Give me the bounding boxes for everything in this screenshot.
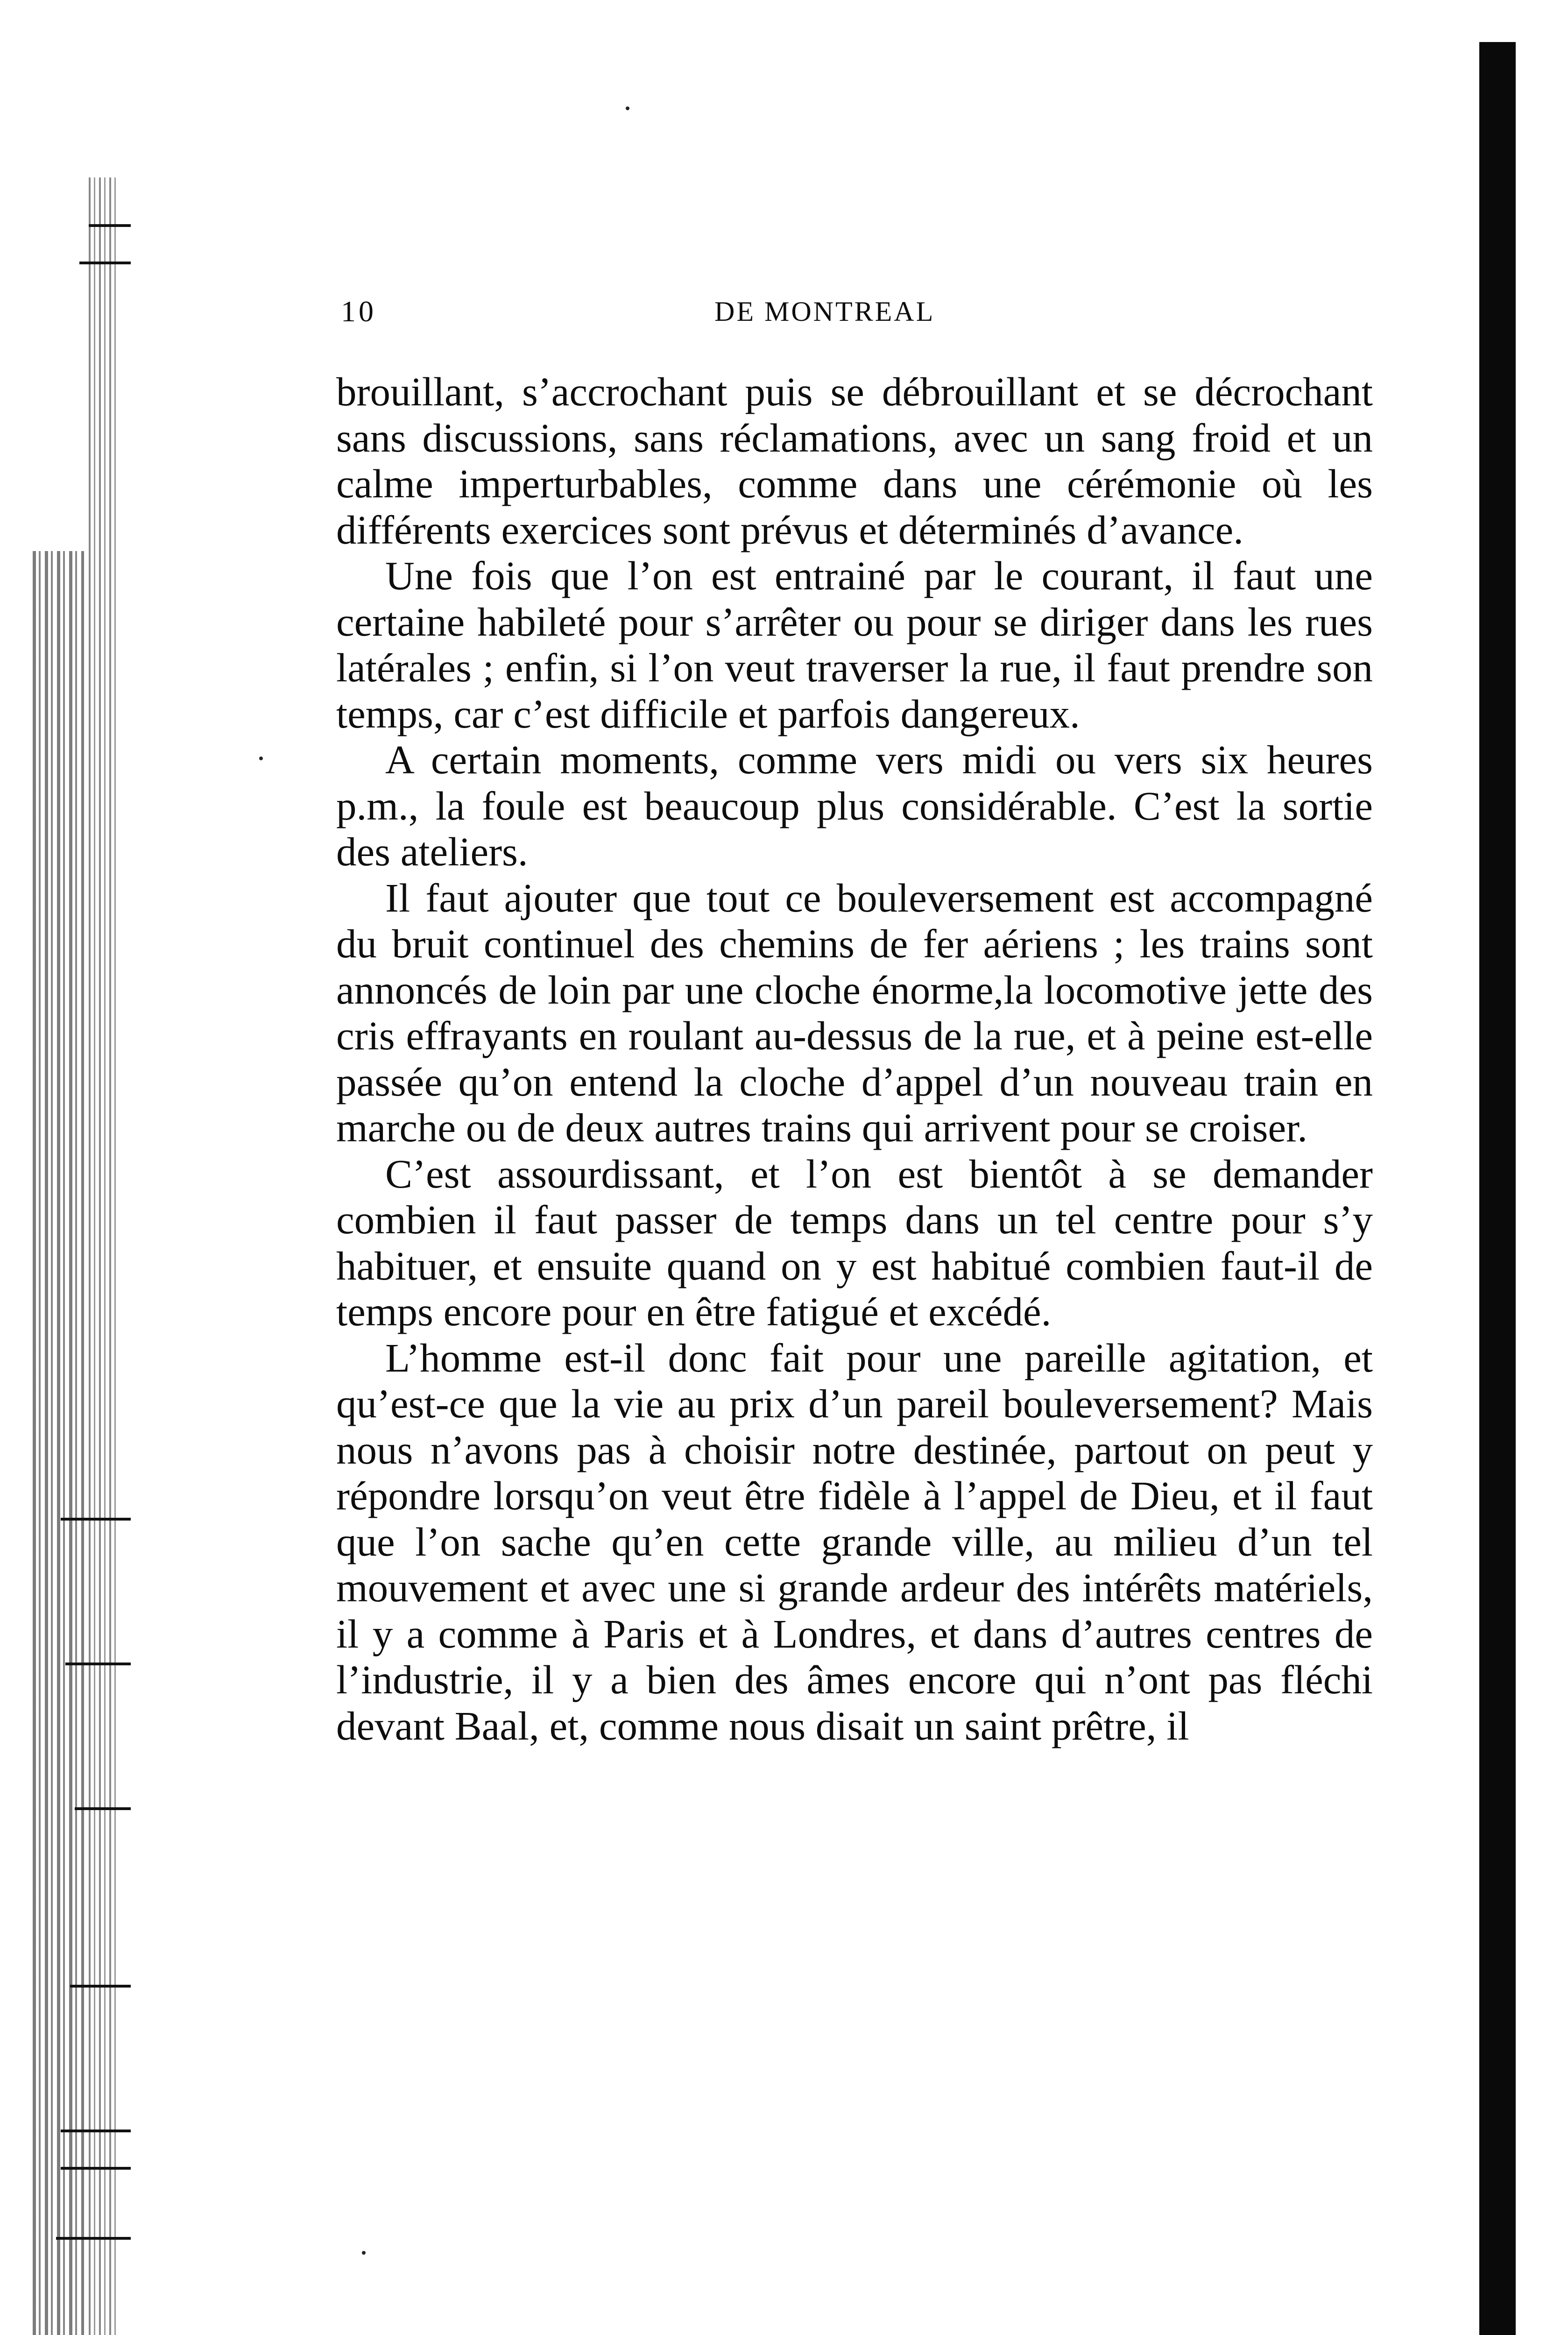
- gutter-marks: [51, 0, 145, 2335]
- paragraph: Une fois que l’on est entrainé par le courant, il faut une certaine habileté pour s’arrêter ou pour se diriger dans les rues latérales ; enfin, si l’on veut traverser la rue, il faut prendre son temps, car c’est difficile et parfois dangereux.: [336, 553, 1373, 736]
- scan-speck: [362, 2251, 366, 2255]
- paragraph: Il faut ajouter que tout ce bouleversement est accompagné du bruit continuel des chemins de fer aériens ; les trains sont annoncés de loin par une cloche énorme,la locomotive jette des cris effrayants en roulant au-dessus de la rue, et à peine est-elle passée qu’on entend la cloche d’appel d’un nouveau train en marche ou de deux autres trains qui arrivent pour se croiser.: [336, 875, 1373, 1150]
- page-number: 10: [341, 295, 376, 328]
- page-header: [341, 290, 1368, 333]
- paragraph: L’homme est-il donc fait pour une pareille agitation, et qu’est-ce que la vie au prix d’un pareil bouleversement? Mais nous n’avons pas à choisir notre destinée, partout on peut y répondre lorsqu’on veut être fidèle à l’appel de Dieu, et il faut que l’on sache qu’en cette grande ville, au milieu d’un tel mouvement et avec une si grande ardeur des intérêts matériels, il y a comme à Paris et à Londres, et dans d’autres centres de l’industrie, il y a bien des âmes encore qui n’ont pas fléchi devant Baal, et, comme nous disait un saint prêtre, il: [336, 1335, 1373, 1748]
- scan-speck: [259, 757, 263, 760]
- paragraph: C’est assourdissant, et l’on est bientôt à se demander combien il faut passer de temps dans un tel centre pour s’y habituer, et ensuite quand on y est habitué combien faut-il de temps encore pour en être fatigué et excédé.: [336, 1151, 1373, 1334]
- body-text: [336, 369, 1373, 1749]
- paragraph: A certain moments, comme vers midi ou vers six heures p.m., la foule est beaucoup plus considérable. C’est la sortie des ateliers.: [336, 737, 1373, 874]
- paragraph: brouillant, s’accrochant puis se débrouillant et se décrochant sans discussions, sans réclamations, avec un sang froid et un calme imperturbables, comme dans une cérémonie où les différents exercices sont prévus et déterminés d’avance.: [336, 369, 1373, 552]
- scan-speck: [626, 106, 629, 110]
- running-head: DE MONTREAL: [714, 296, 935, 327]
- scan-right-edge: [1479, 42, 1516, 2335]
- scan-gutter-edge: [0, 0, 154, 2335]
